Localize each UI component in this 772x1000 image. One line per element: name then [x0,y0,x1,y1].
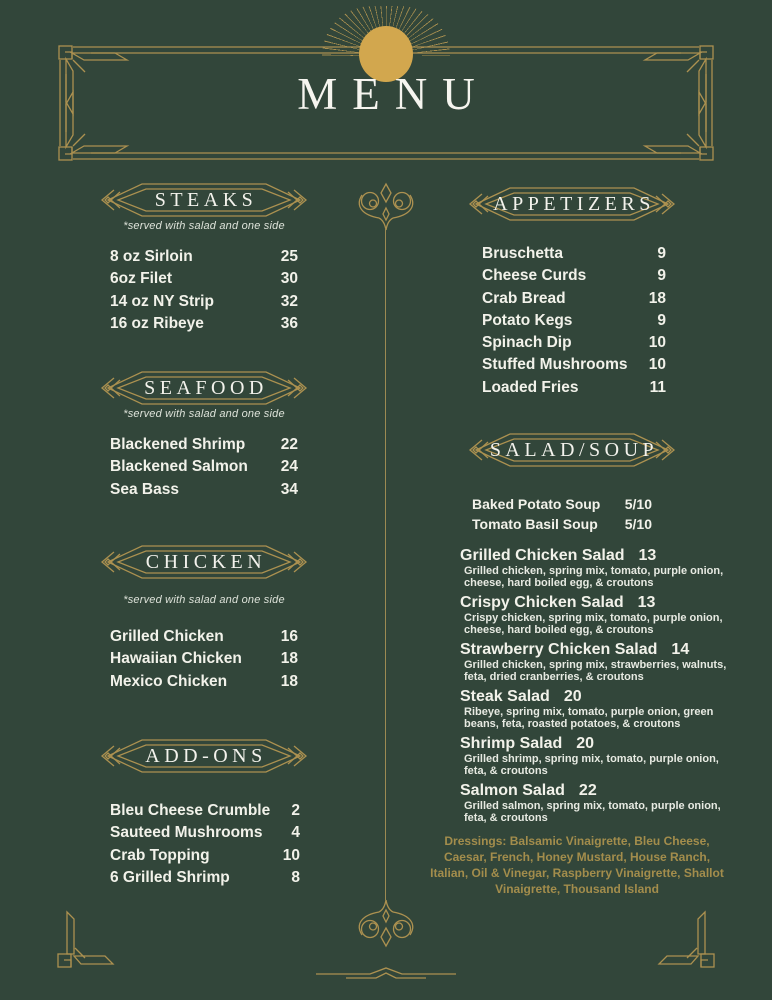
item-price: 2 [291,802,300,819]
salad-entry [460,594,730,636]
item-name: 6oz Filet [110,270,173,288]
item-price: 18 [280,672,298,690]
item-name: Shrimp Salad [460,735,563,752]
item-name: Grilled Chicken Salad [460,547,625,564]
salad-description: Grilled chicken, spring mix, tomato, purple onion, cheese, hard boiled egg, & croutons [464,565,724,589]
menu-item-row [472,515,652,535]
menu-item-row [110,479,298,501]
item-price: 22 [280,436,298,453]
section-note: *served with salad and one side [123,408,285,420]
item-name: Tomato Basil Soup [472,515,598,532]
salad-title-row [460,594,730,612]
item-name: Hawaiian Chicken [110,650,242,668]
soup-items [472,495,652,534]
salad-entry [460,782,730,824]
menu-item-row [482,377,666,399]
item-name: Mexico Chicken [110,672,228,690]
item-price: 24 [280,458,298,476]
salad-title-row [460,782,730,800]
item-price: 30 [280,270,298,288]
menu-item-row [482,288,666,310]
bottom-rule-ornament [316,966,456,984]
page-title: MENU [297,69,490,119]
section-header-saladsoup [466,430,678,470]
item-price: 10 [648,356,666,374]
section-header-chicken [98,542,310,582]
item-price: 9 [657,267,666,285]
item-price: 8 [291,868,300,886]
salad-description: Crispy chicken, spring mix, tomato, purple onion, cheese, hard boiled egg, & croutons [464,612,723,636]
item-price: 5/10 [624,496,652,512]
section-note: *served with salad and one side [123,220,285,232]
item-name: Sea Bass [110,480,179,498]
salad-entry [460,735,730,777]
item-name: Blackened Salmon [110,458,248,476]
menu-item-row [110,434,298,456]
menu-item-row [110,671,298,693]
salad-title-row [460,735,730,753]
menu-item-row [482,265,666,287]
section-title: CHICKEN [145,551,267,573]
section-header-steaks [98,180,310,220]
item-price: 13 [637,594,656,611]
item-price: 25 [280,248,298,265]
item-price: 10 [282,846,300,864]
item-name: Steak Salad [460,688,550,705]
salad-entry [460,547,730,589]
section-title: ADD-ONS [145,745,267,767]
steaks-items [110,246,298,335]
menu-item-row [482,243,666,265]
item-name: Cheese Curds [482,267,587,285]
item-name: Crab Bread [482,289,566,307]
menu-item-row [110,268,298,290]
item-name: Loaded Fries [482,378,579,396]
section-title: SALAD/SOUP [489,439,659,461]
item-price: 13 [638,547,657,564]
addons-items [110,800,300,889]
menu-item-row [110,291,298,313]
item-name: 14 oz NY Strip [110,292,214,310]
menu-item-row [110,867,300,889]
salad-entry [460,688,730,730]
menu-item-row [110,313,298,335]
item-price: 9 [657,245,666,262]
item-price: 34 [280,480,298,498]
menu-item-row [110,246,298,268]
item-name: Strawberry Chicken Salad [460,641,658,658]
item-name: 16 oz Ribeye [110,314,204,332]
salad-title-row [460,688,730,706]
salad-title-row [460,641,730,659]
menu-item-row [482,332,666,354]
item-price: 4 [291,824,300,842]
menu-item-row [482,310,666,332]
section-title: SEAFOOD [144,377,268,399]
item-name: 6 Grilled Shrimp [110,868,230,886]
menu-item-row [110,456,298,478]
divider-bottom-flourish-icon [346,896,426,948]
seafood-items [110,434,298,501]
menu-item-row [110,626,298,648]
item-name: Stuffed Mushrooms [482,356,628,374]
dressings-note: Dressings: Balsamic Vinaigrette, Bleu Cheese, Caesar, French, Honey Mustard, House Ranch, Italian, Oil & Vinegar, Raspberry Vinaigrette, Shallot Vinaigrette, Thousand Island [430,834,724,896]
item-name: Spinach Dip [482,334,572,352]
salad-title-row [460,547,730,565]
salad-description: Grilled shrimp, spring mix, tomato, purple onion, feta, & croutons [464,753,719,777]
salad-entry [460,641,730,683]
item-price: 22 [578,782,597,799]
salad-description: Ribeye, spring mix, tomato, purple onion, green beans, feta, roasted potatoes, & croutons [464,706,714,730]
section-header-addons [98,736,310,776]
item-price: 20 [576,735,595,752]
item-price: 16 [280,628,298,645]
menu-item-row [110,822,300,844]
item-price: 18 [648,289,666,307]
divider-top-flourish-icon [346,182,426,234]
item-name: Bleu Cheese Crumble [110,802,271,819]
menu-item-row [110,648,298,670]
item-price: 14 [671,641,690,658]
menu-item-row [482,354,666,376]
item-name: Bruschetta [482,245,563,262]
item-price: 11 [649,378,666,396]
item-price: 36 [280,314,298,332]
chicken-items [110,626,298,693]
item-price: 20 [563,688,582,705]
item-price: 32 [280,292,298,310]
item-name: Potato Kegs [482,311,573,329]
section-title: STEAKS [154,189,258,211]
salad-description: Grilled chicken, spring mix, strawberries, walnuts, feta, dried cranberries, & croutons [464,659,727,683]
item-name: Grilled Chicken [110,628,224,645]
item-price: 5/10 [624,515,652,532]
salads-list [460,547,730,829]
section-note: *served with salad and one side [123,594,285,606]
item-name: 8 oz Sirloin [110,248,193,265]
item-name: Crab Topping [110,846,210,864]
bottom-left-corner-ornament [55,910,115,970]
item-price: 10 [648,334,666,352]
section-header-seafood [98,368,310,408]
item-price: 18 [280,650,298,668]
menu-item-row [110,845,300,867]
item-name: Baked Potato Soup [472,496,601,512]
item-name: Salmon Salad [460,782,565,799]
item-name: Sauteed Mushrooms [110,824,263,842]
menu-item-row [472,495,652,515]
column-divider [385,228,386,900]
salad-description: Grilled salmon, spring mix, tomato, purple onion, feta, & croutons [464,800,721,824]
bottom-right-corner-ornament [657,910,717,970]
section-header-appetizers [466,184,678,224]
section-title: APPETIZERS [493,193,655,215]
appetizers-items [482,243,666,399]
menu-item-row [110,800,300,822]
item-price: 9 [657,311,666,329]
item-name: Blackened Shrimp [110,436,246,453]
item-name: Crispy Chicken Salad [460,594,624,611]
